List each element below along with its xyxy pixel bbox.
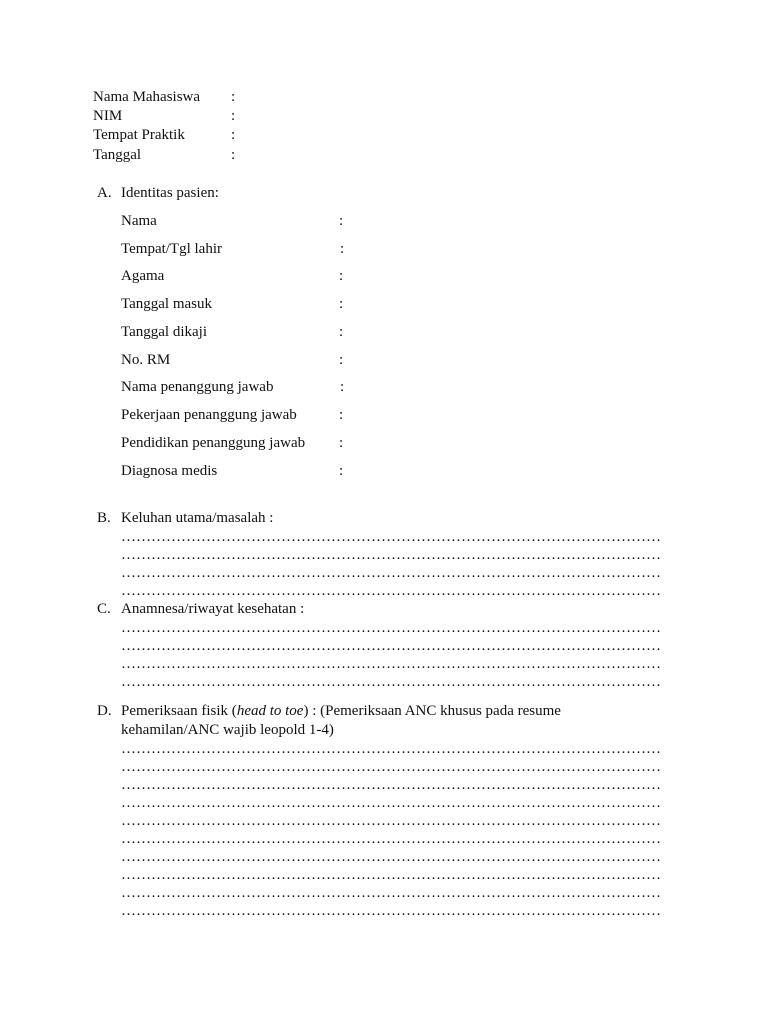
section-d-title-post: ) : (Pemeriksaan ANC khusus pada resume <box>303 703 561 719</box>
dotted-line: ……………………………………………………………………………………………… <box>121 674 661 690</box>
section-d-marker: D. <box>97 703 112 719</box>
patient-field-label: Pendidikan penanggung jawab <box>121 435 306 451</box>
dotted-line: ……………………………………………………………………………………………… <box>121 620 661 636</box>
dotted-line: ……………………………………………………………………………………………… <box>121 867 661 883</box>
dotted-line: ……………………………………………………………………………………………… <box>121 885 661 901</box>
dotted-line: ……………………………………………………………………………………………… <box>121 777 661 793</box>
dotted-line: ……………………………………………………………………………………………… <box>121 638 661 654</box>
patient-field-colon: : <box>339 296 344 312</box>
dotted-line: ……………………………………………………………………………………………… <box>121 583 661 599</box>
dotted-line: ……………………………………………………………………………………………… <box>121 759 661 775</box>
patient-field-label: Tanggal dikaji <box>121 324 208 340</box>
dotted-line: ……………………………………………………………………………………………… <box>121 529 661 545</box>
patient-field-label: Pekerjaan penanggung jawab <box>121 407 297 423</box>
section-d-title-italic: head to toe <box>236 703 304 719</box>
section-d-title-line2: kehamilan/ANC wajib leopold 1-4) <box>121 722 334 738</box>
patient-field-colon: : <box>339 463 344 479</box>
patient-field-colon: : <box>340 379 345 395</box>
section-c-marker: C. <box>97 601 111 617</box>
practice-place-colon: : <box>231 127 236 143</box>
patient-field-label: Tanggal masuk <box>121 296 213 312</box>
patient-field-label: Nama penanggung jawab <box>121 379 274 395</box>
section-d-title <box>121 702 561 721</box>
patient-field-label: Diagnosa medis <box>121 463 218 479</box>
dotted-line: ……………………………………………………………………………………………… <box>121 831 661 847</box>
dotted-line: ……………………………………………………………………………………………… <box>121 813 661 829</box>
patient-field-colon: : <box>339 213 344 229</box>
section-b-marker: B. <box>97 510 111 526</box>
dotted-line: ……………………………………………………………………………………………… <box>121 565 661 581</box>
dotted-line: ……………………………………………………………………………………………… <box>121 849 661 865</box>
dotted-line: ……………………………………………………………………………………………… <box>121 656 661 672</box>
nim-colon: : <box>231 108 236 124</box>
patient-field-colon: : <box>340 241 345 257</box>
practice-place-label: Tempat Praktik <box>93 127 185 143</box>
section-b-title: Keluhan utama/masalah : <box>121 510 274 526</box>
date-label: Tanggal <box>93 147 142 163</box>
section-d-title-pre: Pemeriksaan fisik ( <box>121 703 237 719</box>
patient-field-colon: : <box>339 268 344 284</box>
date-colon: : <box>231 147 236 163</box>
patient-field-label: No. RM <box>121 352 171 368</box>
dotted-line: ……………………………………………………………………………………………… <box>121 795 661 811</box>
dotted-line: ……………………………………………………………………………………………… <box>121 547 661 563</box>
section-c-title: Anamnesa/riwayat kesehatan : <box>121 601 305 617</box>
nim-label: NIM <box>93 108 123 124</box>
dotted-line: ……………………………………………………………………………………………… <box>121 741 661 757</box>
patient-field-label: Nama <box>121 213 157 229</box>
patient-field-label: Tempat/Tgl lahir <box>121 241 223 257</box>
dotted-line: ……………………………………………………………………………………………… <box>121 903 661 919</box>
patient-field-colon: : <box>339 407 344 423</box>
student-name-colon: : <box>231 89 236 105</box>
student-name-label: Nama Mahasiswa <box>93 89 201 105</box>
patient-field-colon: : <box>339 435 344 451</box>
patient-field-colon: : <box>339 324 344 340</box>
patient-field-colon: : <box>339 352 344 368</box>
section-a-title: Identitas pasien: <box>121 185 219 201</box>
patient-field-label: Agama <box>121 268 165 284</box>
section-a-marker: A. <box>97 185 112 201</box>
